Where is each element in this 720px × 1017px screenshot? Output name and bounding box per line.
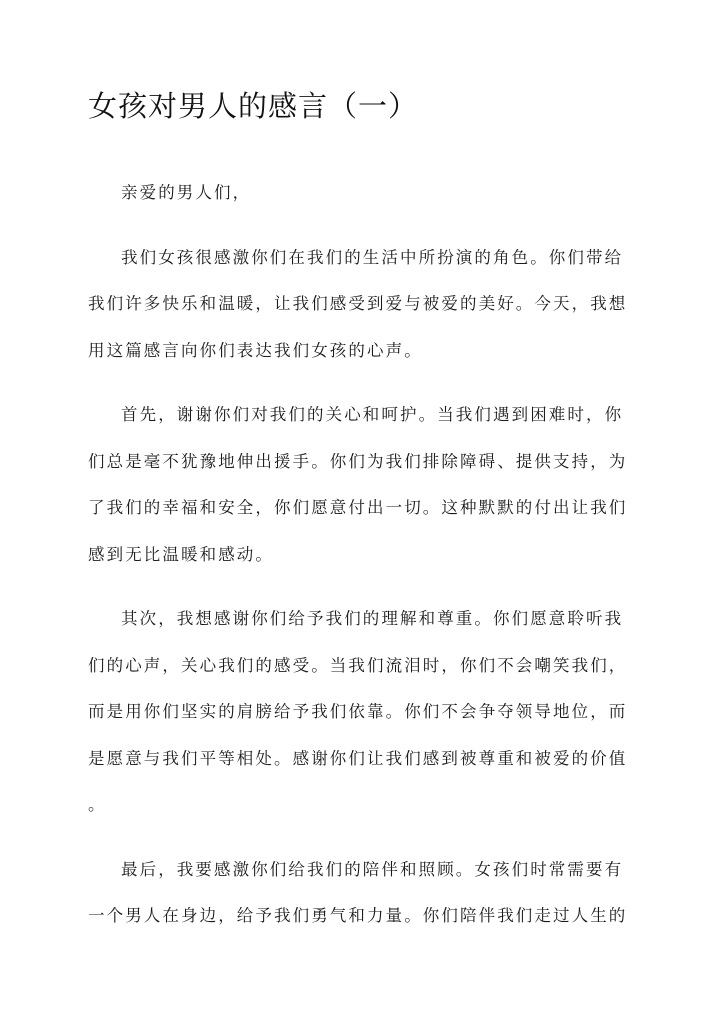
greeting-paragraph: [88, 170, 633, 217]
paragraph-line: 是愿意与我们平等相处。感谢你们让我们感到被尊重和被爱的价值: [88, 748, 628, 768]
paragraph-line: 一个男人在身边，给予我们勇气和力量。你们陪伴我们走过人生的: [88, 906, 628, 925]
paragraph-line: 了我们的幸福和安全，你们愿意付出一切。这种默默的付出让我们: [88, 498, 628, 517]
paragraph-line: 我们许多快乐和温暖，让我们感受到爱与被爱的美好。今天，我想: [88, 294, 628, 313]
paragraph-line: 最后，我要感激你们给我们的陪伴和照顾。女孩们时常需要有: [121, 859, 624, 879]
paragraph-line: 首先，谢谢你们对我们的关心和呵护。当我们遇到困难时，你: [121, 405, 624, 424]
paragraph-3: [88, 596, 633, 829]
document-body: [88, 170, 633, 958]
paragraph-line: 而是用你们坚实的肩膀给予我们依靠。你们不会争夺领导地位，而: [88, 702, 628, 721]
paragraph-line: 们的心声，关心我们的感受。当我们流泪时，你们不会嘲笑我们，: [88, 655, 628, 675]
paragraph-line: 感到无比温暖和感动。: [88, 544, 274, 564]
paragraph-4: [88, 847, 633, 940]
paragraph-line: 们总是毫不犹豫地伸出援手。你们为我们排除障碍、提供支持，为: [88, 451, 628, 471]
paragraph-line: 。: [88, 795, 107, 814]
paragraph-1: [88, 235, 633, 375]
paragraph-line: 我们女孩很感激你们在我们的生活中所扮演的角色。你们带给: [121, 247, 624, 267]
paragraph-line: 其次，我想感谢你们给予我们的理解和尊重。你们愿意聆听我: [121, 609, 624, 628]
paragraph-line: 用这篇感言向你们表达我们女孩的心声。: [88, 340, 423, 360]
page-title: 女孩对男人的感言（一）: [88, 89, 419, 123]
greeting-line: 亲爱的男人们，: [121, 183, 252, 202]
paragraph-2: [88, 392, 633, 578]
